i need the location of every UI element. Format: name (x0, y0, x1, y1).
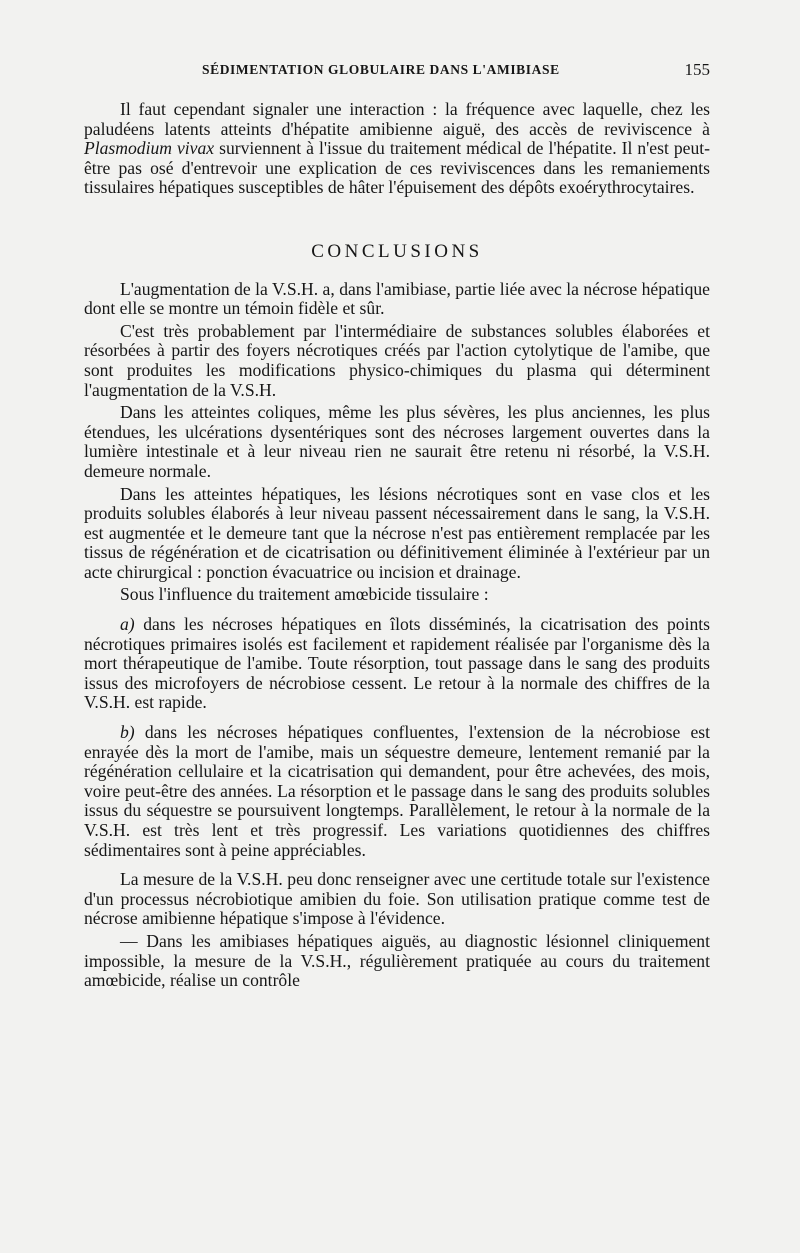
paragraph-reviviscence (84, 100, 710, 198)
paragraph-conclusion-4: Dans les atteintes hépatiques, les lésions nécrotiques sont en vase clos et les produits solubles élaborés à leur niveau passent nécessairement dans le sang, la V.S.H. est augmentée et le demeure tant que la nécrose n'est pas entièrement remplacée par les tissus de régénération et de cicatrisation ou définitivement éliminée à l'extérieur par un acte chirurgical : ponction évacuatrice ou incision et drainage. (84, 483, 710, 582)
paragraph-conclusion-6: La mesure de la V.S.H. peu donc renseigner avec une certitude totale sur l'existence d'un processus nécrobiotique amibien du foie. Son utilisation pratique comme test de nécrose amibienne hépatique s'impose à l'évidence. (84, 869, 710, 929)
paragraph-conclusion-5: Sous l'influence du traitement amœbicide tissulaire : (120, 584, 489, 605)
body-text (84, 100, 710, 994)
paragraph-text: Il faut cependant signaler une interaction : la fréquence avec laquelle, chez les paludéens latents atteints d'hépatite amibienne aiguë, des accès de reviviscence à (84, 99, 710, 139)
paragraph-conclusion-3: Dans les atteintes coliques, même les plus sévères, les plus anciennes, les plus étendues, les ulcérations dysentériques sont des nécroses largement ouvertes dans la lumière intestinale et à leur niveau rien ne saurait être retenu ni résorbé, la V.S.H. demeure normale. (84, 402, 710, 481)
page-number: 155 (684, 60, 710, 79)
paragraph-text: dans les nécroses hépatiques confluentes, l'extension de la nécrobiose est enrayée dès la mort de l'amibe, mais un séquestre demeure, lentement remanié par la régénération cellulaire et la cicatrisation qui demandent, pour être achevées, des mois, voire peut-être des années. La résorption et le passage dans le sang des produits solubles issus du séquestre se poursuivent longtemps. Parallèlement, le retour à la normale de la V.S.H. est très lent et très progressif. Les variations quotidiennes des chiffres sédimentaires sont à peine appréciables. (84, 722, 710, 860)
running-head (84, 62, 710, 84)
section-title: CONCLUSIONS (311, 240, 483, 262)
paragraph-conclusion-2: C'est très probablement par l'intermédiaire de substances solubles élaborées et résorbées à partir des foyers nécrotiques créés par l'action cytolytique de l'amibe, que sont produites les modifications physico-chimiques du plasma qui déterminent l'augmentation de la V.S.H. (84, 320, 710, 400)
species-name: Plasmodium vivax (84, 138, 215, 159)
list-marker: b) (120, 722, 135, 743)
paragraph-conclusion-7: — Dans les amibiases hépatiques aiguës, au diagnostic lésionnel cliniquement impossible, la mesure de la V.S.H., régulièrement pratiquée au cours du traitement amœbicide, réalise un contrôle (84, 930, 710, 991)
paragraph-item-a (84, 615, 710, 713)
paragraph-item-b (84, 723, 710, 860)
running-title: SÉDIMENTATION GLOBULAIRE DANS L'AMIBIASE (202, 62, 560, 77)
list-marker: a) (120, 614, 135, 635)
paragraph-text: dans les nécroses hépatiques en îlots disséminés, la cicatrisation des points nécrotiques primaires isolés est facilement et rapidement réalisée par l'organisme dès la mort thérapeutique de l'amibe. Toute résorption, tout passage dans le sang des produits issus des microfoyers de nécrobiose cessent. Le retour à la normale des chiffres de la V.S.H. est rapide. (84, 614, 710, 713)
paragraph-text: surviennent à l'issue du traitement médical de l'hépatite. Il n'est peut-être pas osé d'entrevoir une explication de ces reviviscences dans les remaniements tissulaires hépatiques susceptibles de hâter l'épuisement des dépôts exoérythrocytaires. (84, 138, 710, 198)
paragraph-conclusion-1: L'augmentation de la V.S.H. a, dans l'amibiase, partie liée avec la nécrose hépatique dont elle se montre un témoin fidèle et sûr. (84, 278, 710, 319)
